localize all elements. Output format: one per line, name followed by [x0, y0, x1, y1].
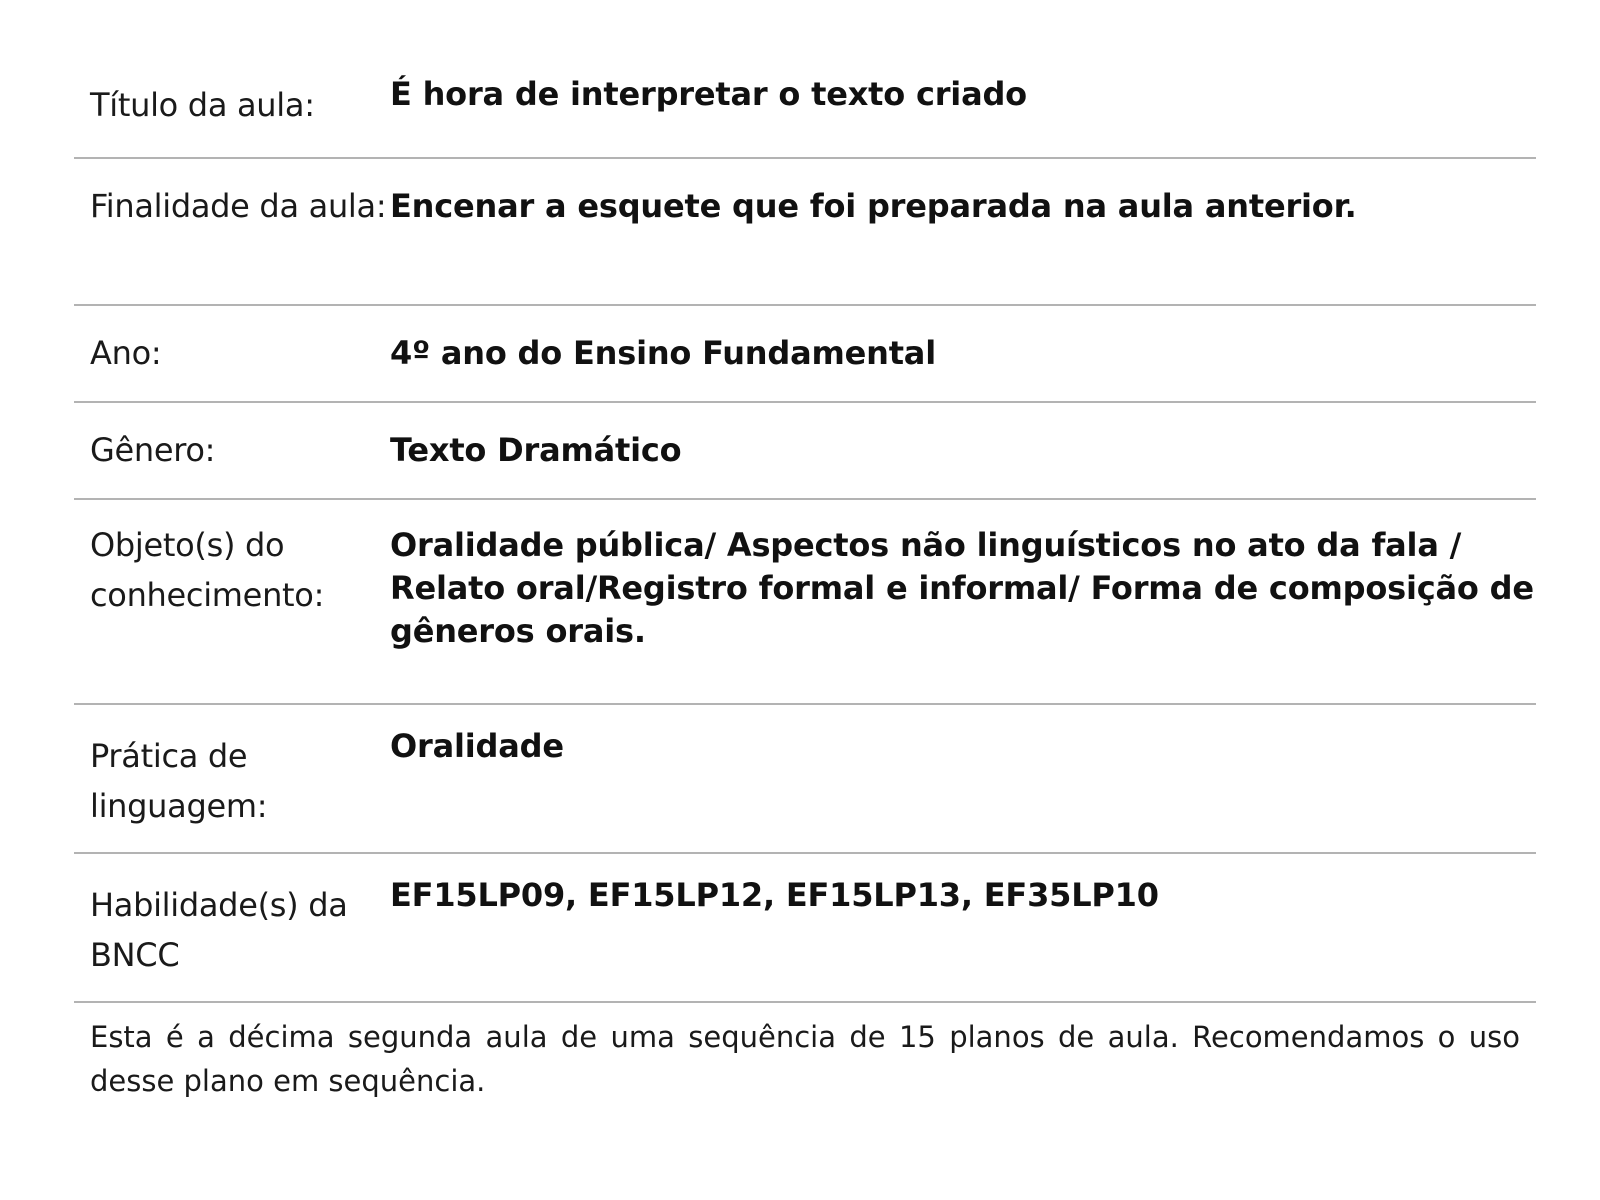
value-habilidades-bncc: EF15LP09, EF15LP12, EF15LP13, EF35LP10	[390, 876, 1159, 914]
row-genero	[74, 403, 1536, 500]
value-ano: 4º ano do Ensino Fundamental	[390, 334, 936, 372]
label-genero: Gênero:	[90, 431, 216, 469]
value-genero: Texto Dramático	[390, 431, 682, 469]
label-titulo: Título da aula:	[90, 86, 315, 124]
row-objeto-conhecimento	[74, 500, 1536, 705]
label-objeto-conhecimento: Objeto(s) do conhecimento:	[90, 526, 325, 614]
row-ano	[74, 306, 1536, 403]
row-titulo	[74, 48, 1536, 159]
value-objeto-conhecimento: Oralidade pública/ Aspectos não linguísticos no ato da fala / Relato oral/Registro formal e informal/ Forma de composição de gêneros orais.	[390, 526, 1534, 650]
label-pratica-linguagem: Prática de linguagem:	[90, 737, 268, 825]
label-ano: Ano:	[90, 334, 162, 372]
row-habilidades-bncc	[74, 854, 1536, 1003]
row-finalidade	[74, 159, 1536, 306]
label-finalidade: Finalidade da aula:	[90, 187, 387, 225]
lesson-plan-table	[74, 48, 1536, 1103]
label-habilidades-bncc: Habilidade(s) da BNCC	[90, 886, 348, 974]
value-finalidade: Encenar a esquete que foi preparada na aula anterior.	[390, 187, 1357, 225]
value-titulo: É hora de interpretar o texto criado	[390, 75, 1027, 113]
value-pratica-linguagem: Oralidade	[390, 727, 564, 765]
sequence-note: Esta é a décima segunda aula de uma sequência de 15 planos de aula. Recomendamos o uso desse plano em sequência.	[90, 1020, 1520, 1098]
row-pratica-linguagem	[74, 705, 1536, 854]
